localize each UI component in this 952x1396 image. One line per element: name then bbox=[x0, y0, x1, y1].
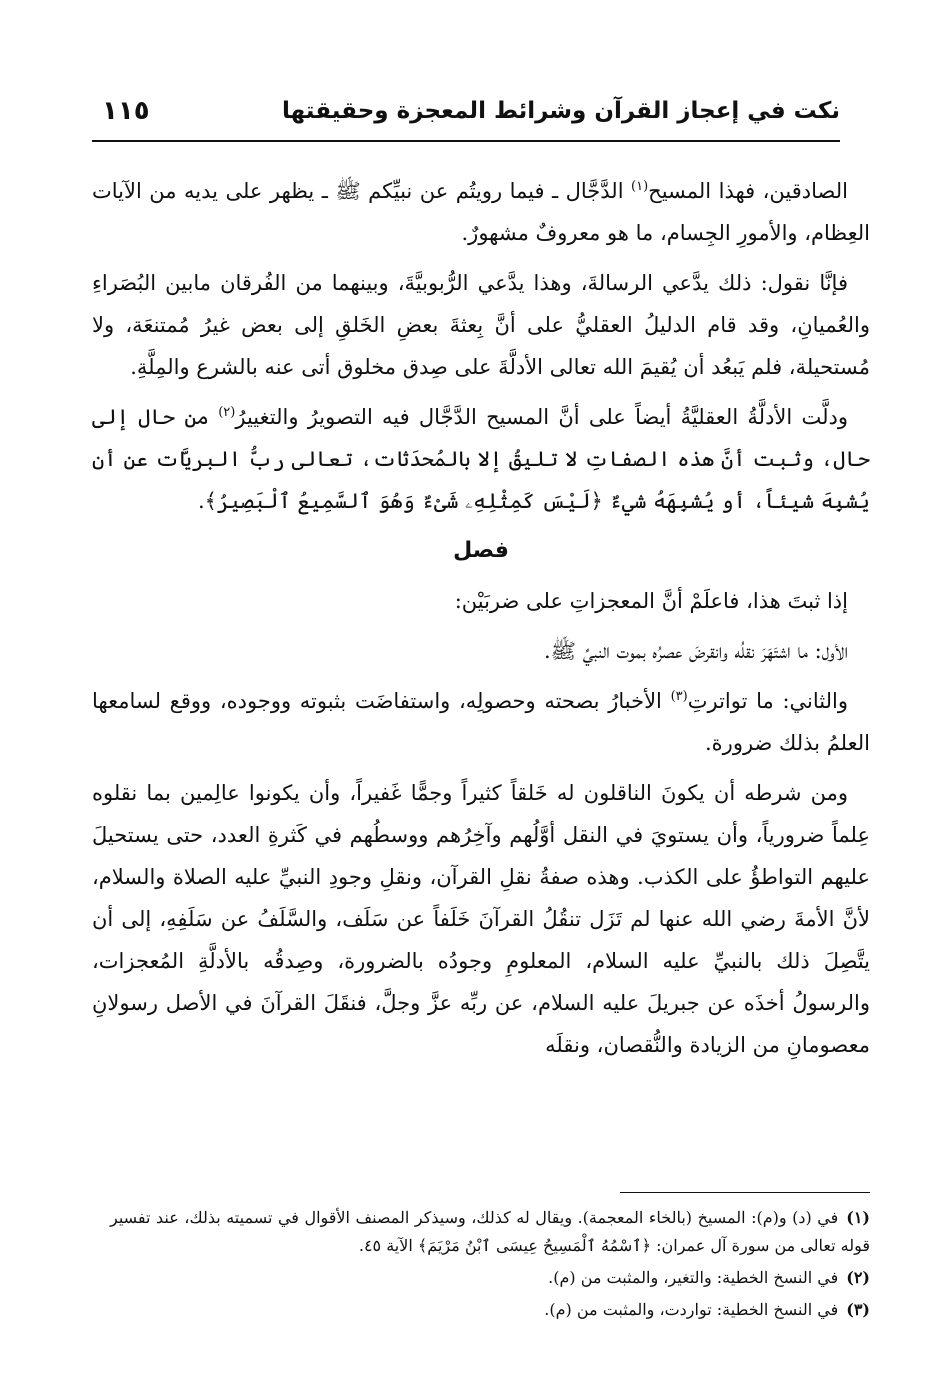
paragraph-7: ومن شرطه أن يكونَ الناقلون له خَلقاً كثيراً وجمًّا غَفيراً، وأن يكونوا عالِمين بما نقلوه عِلماً ضرورياً، وأن يستويَ في النقل أوَّلُهم وآخِرُهم ووسطُهم في كَثرةِ العدد، حتى يستحيلَ عليهم التواطؤُ على الكذب. وهذه صفةُ نقلِ القرآن، ونقلِ وجودِ النبيِّ عليه الصلاة والسلام، لأنَّ الأمةَ رضي الله عنها لم تَزَل تنقُلُ القرآنَ خَلَفاً عن سَلَف، والسَّلَفُ عن سَلَفِهِ، إلى أن يتَّصِلَ ذلك بالنبيِّ عليه السلام، المعلومِ وجودُه بالضرورة، وصِدقُه بالأدلَّةِ المُعجزات، والرسولُ أخذَه عن جبريلَ عليه السلام، عن ربِّه عزَّ وجلَّ، فنقَلَ القرآنَ في الأصل رسولانِ معصومانِ من الزيادة والنُّقصان، ونقلَه bbox=[92, 781, 870, 1057]
footnote-2 bbox=[110, 1264, 870, 1292]
footnote-text: في النسخ الخطية: تواردت، والمثبت من (م). bbox=[544, 1300, 839, 1319]
footnote-3 bbox=[110, 1296, 870, 1324]
footnote-number: (٢) bbox=[846, 1268, 870, 1287]
footnote-number: (٣) bbox=[846, 1300, 870, 1319]
footnote-ref-2[interactable]: (٢) bbox=[218, 405, 236, 420]
paragraph-3-part-a: ودلَّت الأدلَّةُ العقليَّةُ أيضاً على أنَّ المسيح الدَّجَّال فيه التصويرُ والتغييرُ bbox=[235, 405, 849, 429]
running-title: نكت في إعجاز القرآن وشرائط المعجزة وحقيقتها bbox=[281, 98, 840, 124]
footnote-number: (١) bbox=[846, 1208, 870, 1227]
main-text bbox=[92, 170, 870, 1074]
paragraph-3 bbox=[92, 396, 870, 522]
paragraph-1 bbox=[92, 170, 870, 254]
footnote-ref-1[interactable]: (١) bbox=[631, 179, 649, 194]
paragraph-6-part-b: الأخبارُ بصحته وحصولِه، واستفاضَت بثبوته ووجوده، ووقع لسامعها العلمُ بذلك ضرورة. bbox=[92, 689, 870, 755]
footnote-rule bbox=[620, 1192, 870, 1193]
section-heading: فصل bbox=[453, 538, 509, 563]
paragraph-4: إذا ثبتَ هذا، فاعلَمْ أنَّ المعجزاتِ على ضربَيْن: bbox=[454, 589, 848, 613]
paragraph-2: فإنَّا نقول: ذلك يدَّعي الرسالةَ، وهذا يدَّعي الرُّبوبيَّةَ، وبينهما من الفُرقان مابين البُصَراءِ والعُميانِ، وقد قام الدليلُ العقليُّ على أنَّ بِعثةَ بعضِ الخَلقِ إلى بعض غيرُ مُمتنعَة، ولا مُستحيلة، فلم يَبعُد أن يُقيمَ الله تعالى الأدلَّةَ على صِدق مخلوق أتى عنه بالشرع والمِلَّةِ. bbox=[92, 271, 870, 379]
paragraph-1-part-b: الدَّجَّال ـ فيما رويتُم عن نبيِّكم ﷺ ـ يظهر على يديه من الآيات العِظام، والأمورِ الجِسام، ما هو معروفٌ مشهورٌ. bbox=[92, 179, 870, 245]
paragraph-3-part-b: من حال إلى حال، وثبت أنَّ هذه الصفاتِ لا تليقُ إلا بالمُحدَثات، تعالى ربُّ البريَّات عن أن يُشبِهَ شيئاً، أو يُشبِهَهُ شيءٌ ﴿لَيْسَ كَمِثْلِهِۦ شَىْءٌ وَهُوَ ٱلسَّمِيعُ ٱلْبَصِيرُ﴾. bbox=[92, 405, 870, 513]
paragraph-1-part-a: الصادقين، فهذا المسيح bbox=[648, 179, 848, 203]
footnote-1 bbox=[110, 1204, 870, 1260]
footnote-text: في النسخ الخطية: والتغير، والمثبت من (م). bbox=[548, 1268, 839, 1287]
header-rule bbox=[92, 140, 840, 142]
footnote-ref-3[interactable]: (٣) bbox=[670, 689, 688, 704]
page-header bbox=[92, 96, 840, 136]
paragraph-5: الأول: ما اشتَهَرَ نقلُه وانقرضَ عصرُه بموت النبيِّ ﷺ. bbox=[544, 639, 848, 663]
footnote-text: في (د) و(م): المسيخ (بالخاء المعجمة). ويقال له كذلك، وسيذكر المصنف الأقوال في تسميته بذلك، عند تفسير قوله تعالى من سورة آل عمران: ﴿ٱسْمُهُ ٱلْمَسِيحُ عِيسَى ٱبْنُ مَرْيَمَ﴾ الآية ٤٥. bbox=[110, 1208, 870, 1255]
footnotes bbox=[110, 1204, 870, 1328]
paragraph-6-part-a: والثاني: ما تواترتِ bbox=[687, 689, 848, 713]
paragraph-6 bbox=[92, 680, 870, 764]
page-number: ١١٥ bbox=[102, 96, 150, 126]
